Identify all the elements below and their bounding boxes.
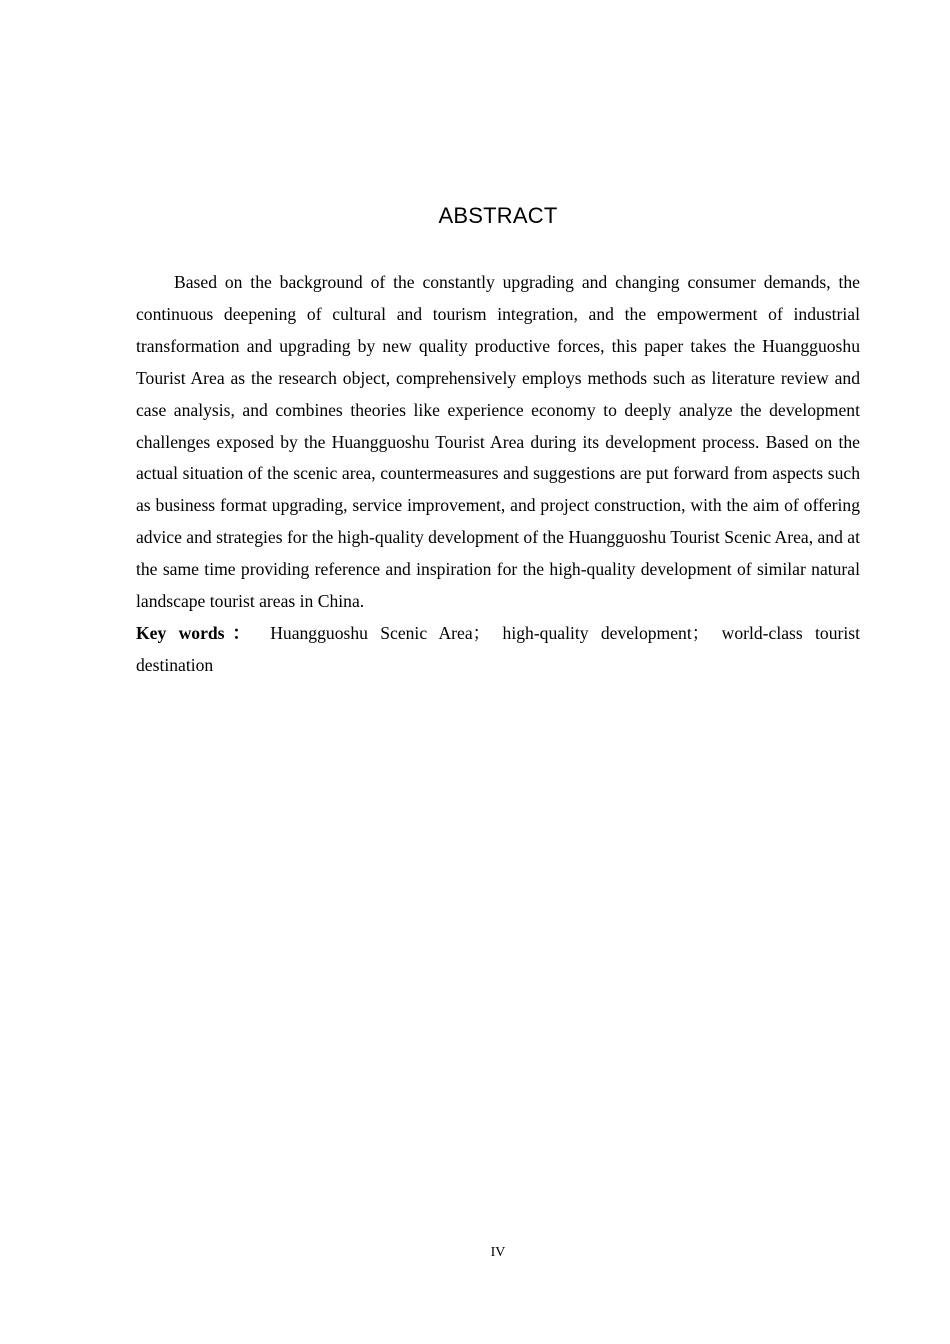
keyword-separator: ； bbox=[691, 622, 710, 643]
abstract-paragraph: Based on the background of the constantly upgrading and changing consumer demands, the continuous deepening of cultural and tourism integration, and the empowerment of industrial transformation and upgrading by new quality productive forces, this paper takes the Huangguoshu Tourist Area as the research object, comprehensively employs methods such as literature review and case analysis, and combines theories like experience economy to deeply analyze the development challenges exposed by the Huangguoshu Tourist Area during its development process. Based on the actual situation of the scenic area, countermeasures and suggestions are put forward from aspects such as business format upgrading, service improvement, and project construction, with the aim of offering advice and strategies for the high-quality development of the Huangguoshu Tourist Scenic Area, and at the same time providing reference and inspiration for the high-quality development of similar natural landscape tourist areas in China. bbox=[136, 272, 860, 612]
keyword-separator: ； bbox=[472, 622, 491, 643]
page-number: IV bbox=[490, 1245, 506, 1260]
keyword-item-3: world-class tourist destination bbox=[136, 622, 860, 675]
keywords-label: Key words： bbox=[136, 622, 258, 643]
keyword-item-2: high-quality development bbox=[502, 622, 692, 643]
keyword-item-1: Huangguoshu Scenic Area bbox=[270, 622, 473, 643]
abstract-title: ABSTRACT bbox=[438, 203, 558, 228]
keywords-line bbox=[136, 618, 860, 682]
abstract-body bbox=[136, 267, 860, 682]
